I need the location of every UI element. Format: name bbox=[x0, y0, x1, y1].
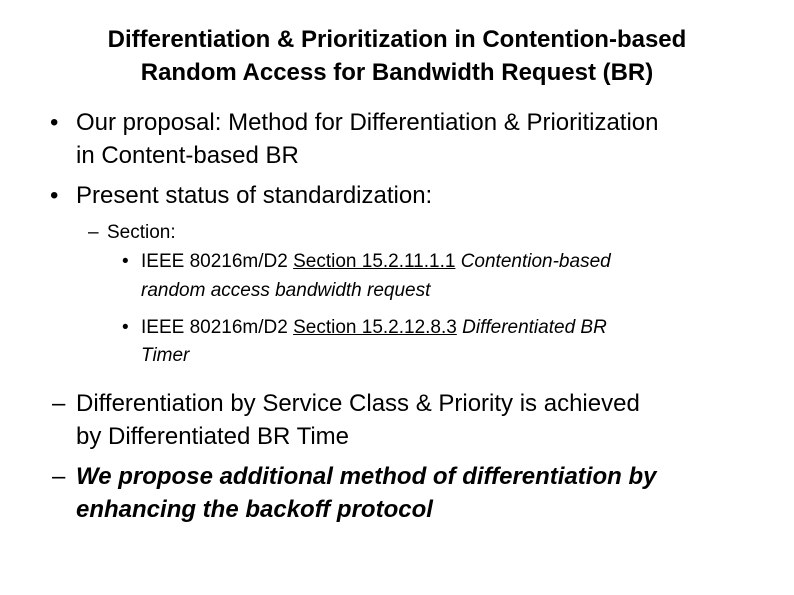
section-item-1-prefix: IEEE 80216m/D2 bbox=[141, 251, 294, 272]
title-line-2: Random Access for Bandwidth Request (BR) bbox=[140, 59, 654, 86]
section-item-1-line-1 bbox=[141, 251, 611, 273]
section-label: Section: bbox=[107, 222, 176, 243]
section-item-2-suffix: Differentiated BR bbox=[456, 317, 607, 338]
section-marker: – bbox=[88, 222, 99, 243]
slide-title bbox=[20, 23, 774, 89]
dash-marker: – bbox=[52, 390, 66, 417]
bullet-marker: • bbox=[50, 109, 59, 136]
bullet-1-line-2: in Content-based BR bbox=[76, 142, 299, 169]
section-item-marker: • bbox=[122, 317, 129, 338]
bullet-1-line-1: Our proposal: Method for Differentiation & Prioritization bbox=[76, 109, 659, 136]
section-item-1-suffix: Contention-based bbox=[455, 251, 611, 272]
dash-2-line-2: enhancing the backoff protocol bbox=[76, 496, 433, 523]
dash-1-line-2: by Differentiated BR Time bbox=[76, 423, 350, 450]
dash-2-line-1: We propose additional method of differentiation by bbox=[76, 463, 657, 490]
section-item-2-line-2 bbox=[141, 345, 189, 367]
section-item-2-prefix: IEEE 80216m/D2 bbox=[141, 317, 294, 338]
section-item-1-line-2-text: random access bandwidth request bbox=[141, 280, 431, 301]
dash-marker: – bbox=[52, 463, 66, 490]
bullet-marker: • bbox=[50, 182, 59, 209]
section-item-2-line-1 bbox=[141, 317, 607, 339]
section-item-marker: • bbox=[122, 251, 129, 272]
section-item-2-link[interactable]: Section 15.2.12.8.3 bbox=[293, 317, 457, 338]
section-item-2-line-2-text: Timer bbox=[141, 345, 190, 366]
section-item-1-link[interactable]: Section 15.2.11.1.1 bbox=[293, 251, 456, 272]
dash-1-line-1: Differentiation by Service Class & Priority is achieved bbox=[76, 390, 640, 417]
section-item-1-line-2 bbox=[141, 280, 430, 302]
bullet-2-line-1: Present status of standardization: bbox=[76, 182, 433, 209]
title-line-1: Differentiation & Prioritization in Contention-based bbox=[107, 26, 687, 53]
